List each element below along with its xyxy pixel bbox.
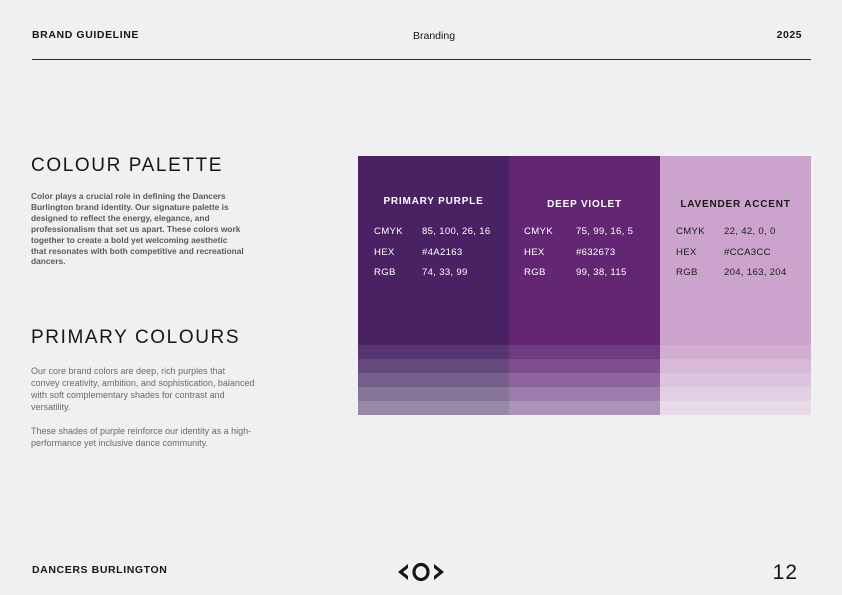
swatch-tint bbox=[660, 387, 811, 401]
swatch-main bbox=[358, 156, 509, 345]
swatch-row bbox=[676, 267, 805, 288]
swatch-name: PRIMARY PURPLE bbox=[383, 196, 484, 207]
dancer-logo-icon bbox=[397, 562, 445, 582]
swatch-values bbox=[374, 226, 503, 288]
swatch-row bbox=[374, 226, 503, 247]
primary-colours-text bbox=[31, 365, 256, 461]
swatch-tint bbox=[509, 373, 660, 387]
swatch-value: #CCA3CC bbox=[724, 246, 771, 258]
page-number: 12 bbox=[772, 561, 798, 584]
swatch-tint bbox=[509, 345, 660, 359]
swatch-tint bbox=[509, 359, 660, 373]
footer-brand: DANCERS BURLINGTON bbox=[32, 564, 168, 576]
swatch-key: CMYK bbox=[374, 226, 403, 237]
header-section: Branding bbox=[413, 30, 456, 42]
swatch-tint bbox=[358, 387, 509, 401]
swatch-key: HEX bbox=[374, 246, 395, 258]
swatch-key: RGB bbox=[676, 267, 698, 278]
header-divider bbox=[32, 59, 811, 60]
swatch-tint bbox=[358, 401, 509, 415]
swatch-row bbox=[676, 226, 805, 247]
colour-swatches bbox=[358, 156, 811, 415]
swatch-value: 85, 100, 26, 16 bbox=[422, 226, 491, 237]
swatch-value: #632673 bbox=[576, 246, 616, 258]
swatch-primary-purple bbox=[358, 156, 509, 415]
swatch-name: LAVENDER ACCENT bbox=[680, 199, 791, 210]
swatch-value: 204, 163, 204 bbox=[724, 267, 787, 278]
swatch-tint bbox=[358, 345, 509, 359]
swatch-row bbox=[524, 226, 654, 247]
swatch-values bbox=[524, 226, 654, 288]
swatch-tint bbox=[358, 359, 509, 373]
swatch-key: RGB bbox=[374, 267, 396, 278]
swatch-tint bbox=[660, 401, 811, 415]
swatch-key: HEX bbox=[676, 246, 697, 258]
swatch-main bbox=[660, 156, 811, 345]
swatch-value: 74, 33, 99 bbox=[422, 267, 468, 278]
swatch-values bbox=[676, 226, 805, 288]
swatch-value: #4A2163 bbox=[422, 246, 463, 258]
swatch-key: CMYK bbox=[676, 226, 705, 237]
swatch-deep-violet bbox=[509, 156, 660, 415]
colour-palette-heading: COLOUR PALETTE bbox=[31, 155, 224, 176]
swatch-key: RGB bbox=[524, 267, 546, 278]
swatch-value: 75, 99, 16, 5 bbox=[576, 226, 634, 237]
primary-colours-paragraph: These shades of purple reinforce our identity as a high-performance yet inclusive dance community. bbox=[31, 426, 252, 448]
header-title: BRAND GUIDELINE bbox=[32, 29, 140, 41]
colour-palette-text: Color plays a crucial role in defining the Dancers Burlington brand identity. Our signature palette is designed to reflect the energy, elegance, and professionalism that set us apart. These colors work together to create a bold yet welcoming aesthetic that resonates with both competitive and recreational dancers. bbox=[31, 191, 244, 267]
primary-colours-heading: PRIMARY COLOURS bbox=[31, 327, 241, 348]
swatch-tint bbox=[509, 387, 660, 401]
swatch-key: HEX bbox=[524, 246, 545, 258]
swatch-row bbox=[374, 247, 503, 268]
swatch-tint bbox=[509, 401, 660, 415]
swatch-value: 99, 38, 115 bbox=[576, 267, 627, 278]
swatch-value: 22, 42, 0, 0 bbox=[724, 226, 776, 237]
swatch-tint bbox=[660, 373, 811, 387]
primary-colours-paragraph: Our core brand colors are deep, rich purples that convey creativity, ambition, and sophistication, balanced with soft complementary shades for contrast and versatility. bbox=[31, 366, 255, 412]
header-year: 2025 bbox=[776, 29, 802, 41]
swatch-row bbox=[676, 247, 805, 268]
swatch-row bbox=[374, 267, 503, 288]
swatch-main bbox=[509, 156, 660, 345]
swatch-lavender-accent bbox=[660, 156, 811, 415]
swatch-key: CMYK bbox=[524, 226, 553, 237]
swatch-tint bbox=[660, 345, 811, 359]
swatch-tint bbox=[358, 373, 509, 387]
swatch-row bbox=[524, 247, 654, 268]
swatch-tint bbox=[660, 359, 811, 373]
swatch-name: DEEP VIOLET bbox=[547, 199, 622, 210]
swatch-row bbox=[524, 267, 654, 288]
